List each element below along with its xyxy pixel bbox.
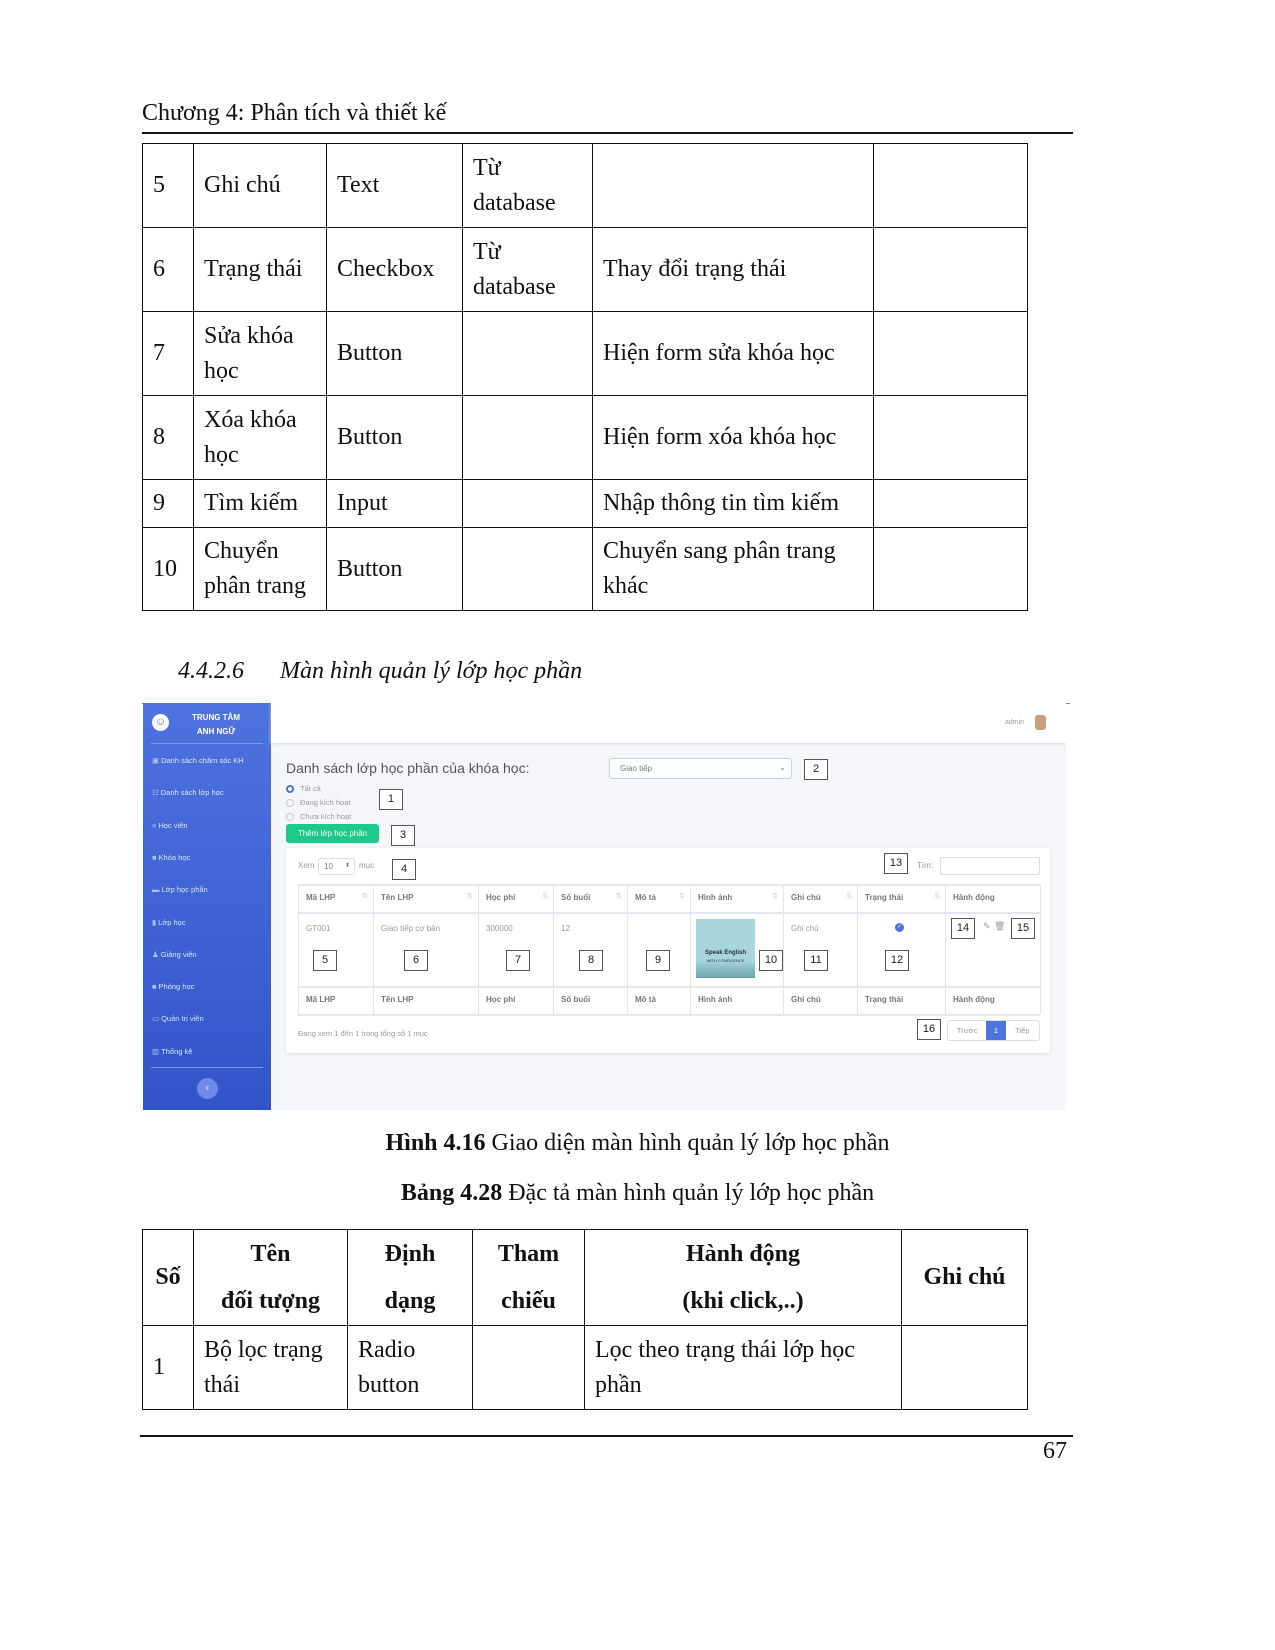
sidebar-item[interactable] bbox=[152, 982, 194, 991]
sidebar-item[interactable] bbox=[152, 1047, 192, 1056]
menu-icon: ▥ bbox=[152, 1046, 160, 1056]
cell-code: GT001 bbox=[306, 924, 331, 933]
header-line: Tên bbox=[250, 1240, 291, 1267]
callout-10: 10 bbox=[759, 950, 783, 971]
sidebar-item-label: Giảng viên bbox=[160, 949, 197, 959]
menu-icon: ▣ bbox=[152, 756, 160, 765]
cell-type: Button bbox=[327, 396, 463, 480]
grid-line bbox=[298, 884, 1040, 886]
section-heading bbox=[178, 658, 582, 685]
search-input[interactable] bbox=[940, 857, 1040, 875]
cell-name: Tìm kiếm bbox=[194, 480, 327, 528]
cell-no: 9 bbox=[143, 480, 194, 528]
callout-14: 14 bbox=[951, 918, 975, 939]
page-size-value: 10 bbox=[324, 862, 333, 871]
brand-line1: TRUNG TÂM bbox=[192, 713, 240, 722]
cell-type: Radio button bbox=[348, 1326, 473, 1410]
sidebar-divider bbox=[151, 743, 263, 744]
grid-line bbox=[298, 986, 1040, 988]
header-line: dạng bbox=[384, 1287, 436, 1314]
cell-ref bbox=[463, 528, 593, 611]
section-number: 4.4.2.6 bbox=[178, 658, 244, 684]
sidebar-item-label: Lớp học bbox=[158, 917, 186, 927]
sidebar-toggle-button[interactable]: ‹ bbox=[197, 1078, 218, 1099]
spec-table-continued bbox=[142, 143, 1028, 611]
cell-note bbox=[874, 228, 1028, 312]
chapter-header: Chương 4: Phân tích và thiết kế bbox=[142, 100, 447, 126]
table-text: Đặc tả màn hình quản lý lớp học phần bbox=[502, 1180, 875, 1206]
grid-line bbox=[783, 884, 784, 1014]
grid-line bbox=[298, 1014, 1040, 1016]
cell-ref: Từ database bbox=[463, 228, 593, 312]
column-footer: Hình ảnh bbox=[698, 995, 733, 1004]
app-screenshot bbox=[143, 703, 1066, 1110]
sidebar-item-label: Danh sách chăm sóc KH bbox=[161, 756, 244, 765]
cell-note bbox=[902, 1326, 1028, 1410]
sidebar-item[interactable] bbox=[152, 788, 224, 797]
status-radio[interactable] bbox=[286, 812, 351, 821]
radio-label: Đang kích hoạt bbox=[300, 798, 351, 807]
cell-note bbox=[874, 144, 1028, 228]
cell-note: Ghi chú bbox=[791, 924, 819, 933]
smile-logo-icon: ☺ bbox=[152, 714, 169, 731]
callout-13: 13 bbox=[884, 853, 908, 874]
cell-type: Input bbox=[327, 480, 463, 528]
column-header[interactable]: Hình ảnh bbox=[698, 893, 733, 902]
header-rule bbox=[142, 132, 1073, 134]
sort-icon[interactable]: ⇅ bbox=[542, 893, 548, 900]
sidebar-item-label: Phòng học bbox=[158, 982, 195, 992]
callout-6: 6 bbox=[404, 950, 428, 971]
radio-icon bbox=[286, 813, 294, 821]
page-title: Danh sách lớp học phần của khóa học: bbox=[286, 760, 530, 776]
cell-note bbox=[874, 312, 1028, 396]
radio-icon bbox=[286, 799, 294, 807]
grid-line bbox=[627, 884, 628, 1014]
header-line: Số bbox=[155, 1264, 181, 1290]
table-label: Bảng 4.28 bbox=[400, 1180, 503, 1206]
column-header[interactable]: Ghi chú bbox=[791, 893, 821, 902]
grid-line bbox=[857, 884, 858, 1014]
sidebar-item[interactable] bbox=[152, 1014, 204, 1023]
cell-ref bbox=[473, 1326, 585, 1410]
cell-name: Xóa khóa học bbox=[194, 396, 327, 480]
trash-icon[interactable]: 🗑 bbox=[994, 921, 1006, 931]
radio-label: Tất cả bbox=[300, 784, 321, 793]
status-radio[interactable] bbox=[286, 784, 321, 793]
cell-name: Giao tiếp cơ bản bbox=[381, 924, 441, 933]
column-footer: Mã LHP bbox=[306, 995, 336, 1004]
cell-action: Nhập thông tin tìm kiếm bbox=[593, 480, 874, 528]
callout-16: 16 bbox=[917, 1019, 941, 1040]
table-row bbox=[143, 528, 1028, 611]
status-radio[interactable] bbox=[286, 798, 350, 807]
header-line: chiếu bbox=[501, 1287, 556, 1314]
cell-name: Ghi chú bbox=[194, 144, 327, 228]
table-row bbox=[143, 312, 1028, 396]
cell-name: Chuyển phân trang bbox=[194, 528, 327, 611]
cell-type: Checkbox bbox=[327, 228, 463, 312]
pagination bbox=[947, 1020, 1040, 1041]
user-avatar[interactable] bbox=[1035, 715, 1046, 730]
page-size-select[interactable] bbox=[318, 858, 355, 875]
column-footer: Mô tả bbox=[635, 995, 656, 1004]
grid-line bbox=[1040, 884, 1041, 1014]
sidebar-item-label: Danh sách lớp học bbox=[160, 788, 224, 798]
column-header[interactable]: Mô tả bbox=[635, 893, 656, 902]
callout-7: 7 bbox=[506, 950, 530, 971]
cell-ref bbox=[463, 396, 593, 480]
header-line: đối tượng bbox=[220, 1287, 321, 1314]
course-select-value: Giao tiếp bbox=[620, 764, 653, 773]
grid-line bbox=[553, 884, 554, 1014]
figure-label: Hình 4.16 bbox=[385, 1130, 486, 1156]
menu-icon: ▬ bbox=[152, 885, 160, 895]
header-cell bbox=[194, 1230, 348, 1326]
header-cell bbox=[473, 1230, 585, 1326]
header-cell bbox=[585, 1230, 902, 1326]
sidebar-item-label: Khóa học bbox=[158, 852, 191, 862]
search-label: Tìm: bbox=[917, 861, 933, 870]
figure-caption bbox=[0, 1130, 1275, 1157]
column-header[interactable]: Trạng thái bbox=[865, 893, 904, 902]
callout-3: 3 bbox=[391, 825, 415, 846]
cell-ref bbox=[463, 480, 593, 528]
sort-icon[interactable]: ⇅ bbox=[934, 893, 940, 900]
header-line: Định bbox=[384, 1240, 436, 1267]
figure-text: Giao diện màn hình quản lý lớp học phần bbox=[485, 1130, 890, 1156]
menu-icon: ♟ bbox=[152, 949, 159, 959]
callout-2: 2 bbox=[804, 759, 828, 780]
header-line: Tham bbox=[497, 1240, 560, 1267]
sort-icon[interactable]: ⇅ bbox=[772, 893, 778, 900]
show-suffix: mục bbox=[359, 861, 375, 870]
grid-line bbox=[298, 884, 299, 1014]
radio-label: Chưa kích hoạt bbox=[300, 812, 352, 821]
column-footer: Số buổi bbox=[561, 995, 591, 1004]
sidebar-item-label: Quản trị viên bbox=[161, 1014, 204, 1024]
sidebar bbox=[143, 703, 271, 1110]
header-cell bbox=[143, 1230, 194, 1326]
table-row bbox=[143, 480, 1028, 528]
column-header[interactable]: Hành động bbox=[953, 893, 995, 902]
status-checkbox[interactable]: ✓ bbox=[896, 924, 903, 930]
column-header[interactable]: Tên LHP bbox=[381, 893, 414, 902]
pagination-next[interactable]: Tiếp bbox=[1015, 1026, 1030, 1035]
header-line: Hành động bbox=[685, 1240, 801, 1267]
cell-sessions: 12 bbox=[561, 924, 570, 933]
header-cell bbox=[902, 1230, 1028, 1326]
pagination-prev[interactable]: Trước bbox=[956, 1026, 978, 1035]
column-header[interactable]: Học phí bbox=[486, 893, 516, 902]
sidebar-divider bbox=[151, 1067, 263, 1068]
cell-no: 7 bbox=[143, 312, 194, 396]
cell-action: Lọc theo trạng thái lớp học phần bbox=[585, 1326, 902, 1410]
column-header[interactable]: Số buổi bbox=[561, 893, 591, 902]
cell-name: Sửa khóa học bbox=[194, 312, 327, 396]
add-class-section-button[interactable]: Thêm lớp học phần bbox=[286, 824, 379, 843]
cell-type: Button bbox=[327, 528, 463, 611]
callout-4: 4 bbox=[392, 859, 416, 880]
radio-checked-icon bbox=[286, 785, 294, 793]
header-line: Ghi chú bbox=[923, 1264, 1006, 1290]
menu-icon: ▭ bbox=[152, 1014, 160, 1024]
table-row bbox=[143, 1326, 1028, 1410]
grid-line bbox=[478, 884, 479, 1014]
column-footer: Trạng thái bbox=[865, 995, 904, 1004]
brand bbox=[179, 711, 253, 739]
menu-icon: ≡ bbox=[152, 820, 157, 830]
sidebar-item[interactable] bbox=[152, 853, 190, 862]
table-row bbox=[143, 396, 1028, 480]
sort-icon[interactable]: ⇅ bbox=[679, 893, 685, 900]
header-cell bbox=[348, 1230, 473, 1326]
cell-ref: Từ database bbox=[463, 144, 593, 228]
pagination-page-1[interactable]: 1 bbox=[986, 1021, 1006, 1040]
menu-icon: ☷ bbox=[152, 788, 159, 798]
header-line: (khi click,..) bbox=[682, 1287, 804, 1314]
column-footer: Tên LHP bbox=[381, 995, 414, 1004]
cell-action bbox=[593, 144, 874, 228]
image-subtext: WITH CONFIDENCE bbox=[706, 958, 745, 963]
cell-name: Trạng thái bbox=[194, 228, 327, 312]
sidebar-item[interactable] bbox=[152, 821, 188, 830]
sidebar-item[interactable] bbox=[152, 756, 244, 765]
sort-icon[interactable]: ⇅ bbox=[467, 893, 473, 900]
column-footer: Hành động bbox=[953, 995, 995, 1004]
cell-type: Button bbox=[327, 312, 463, 396]
cell-action: Hiện form sửa khóa học bbox=[593, 312, 874, 396]
cell-action: Hiện form xóa khóa học bbox=[593, 396, 874, 480]
sidebar-item-label: Học viên bbox=[158, 820, 188, 830]
image-text: Speak English bbox=[704, 950, 746, 956]
spec-table bbox=[142, 1229, 1028, 1410]
cell-name: Bộ lọc trạng thái bbox=[194, 1326, 348, 1410]
grid-line bbox=[298, 912, 1040, 914]
callout-8: 8 bbox=[579, 950, 603, 971]
sidebar-item[interactable] bbox=[152, 918, 186, 927]
section-title: Màn hình quản lý lớp học phần bbox=[280, 658, 583, 684]
cell-note bbox=[874, 528, 1028, 611]
grid-line bbox=[945, 884, 946, 1014]
table-row bbox=[143, 228, 1028, 312]
column-header[interactable]: Mã LHP bbox=[306, 893, 336, 902]
user-name[interactable]: admin bbox=[1005, 719, 1025, 726]
callout-9: 9 bbox=[646, 950, 670, 971]
cell-action: Chuyển sang phân trang khác bbox=[593, 528, 874, 611]
cell-no: 8 bbox=[143, 396, 194, 480]
footer-rule bbox=[140, 1435, 1073, 1437]
show-prefix: Xem bbox=[298, 861, 315, 870]
brand-line2: ANH NGỮ bbox=[196, 727, 236, 736]
sort-select-icon: ⬍ bbox=[344, 863, 350, 869]
cell-no: 5 bbox=[143, 144, 194, 228]
page-number: 67 bbox=[1043, 1438, 1067, 1464]
cell-note bbox=[874, 396, 1028, 480]
menu-icon: ▮ bbox=[152, 917, 157, 927]
callout-5: 5 bbox=[313, 950, 337, 971]
cell-type: Text bbox=[327, 144, 463, 228]
sort-icon[interactable]: ⇅ bbox=[616, 893, 622, 900]
grid-line bbox=[690, 884, 691, 1014]
class-image bbox=[696, 919, 755, 978]
menu-icon: ■ bbox=[152, 852, 157, 862]
cell-no: 6 bbox=[143, 228, 194, 312]
cell-action: Thay đổi trạng thái bbox=[593, 228, 874, 312]
chevron-down-icon: ⌄ bbox=[779, 763, 786, 772]
sort-icon[interactable]: ⇅ bbox=[846, 893, 852, 900]
table-caption bbox=[0, 1180, 1275, 1207]
column-footer: Học phí bbox=[486, 995, 516, 1004]
table-row bbox=[143, 144, 1028, 228]
sidebar-item[interactable] bbox=[152, 950, 197, 959]
sidebar-item[interactable] bbox=[152, 885, 208, 894]
edit-icon[interactable]: ✎ bbox=[983, 921, 991, 931]
cell-ref bbox=[463, 312, 593, 396]
table-info: Đang xem 1 đến 1 trong tổng số 1 mục bbox=[298, 1029, 428, 1038]
topbar bbox=[271, 703, 1066, 743]
cell-fee: 300000 bbox=[486, 924, 513, 933]
course-select[interactable] bbox=[609, 758, 792, 779]
cell-no: 10 bbox=[143, 528, 194, 611]
grid-line bbox=[373, 884, 374, 1014]
callout-12: 12 bbox=[885, 950, 909, 971]
sidebar-item-label: Lớp học phần bbox=[161, 885, 208, 895]
callout-15: 15 bbox=[1011, 918, 1035, 939]
cell-no: 1 bbox=[143, 1326, 194, 1410]
sidebar-item-label: Thống kê bbox=[161, 1046, 193, 1056]
cell-note bbox=[874, 480, 1028, 528]
callout-1: 1 bbox=[379, 789, 403, 810]
menu-icon: ■ bbox=[152, 982, 157, 992]
column-footer: Ghi chú bbox=[791, 995, 821, 1004]
sort-icon[interactable]: ⇅ bbox=[362, 893, 368, 900]
callout-11: 11 bbox=[804, 950, 828, 971]
